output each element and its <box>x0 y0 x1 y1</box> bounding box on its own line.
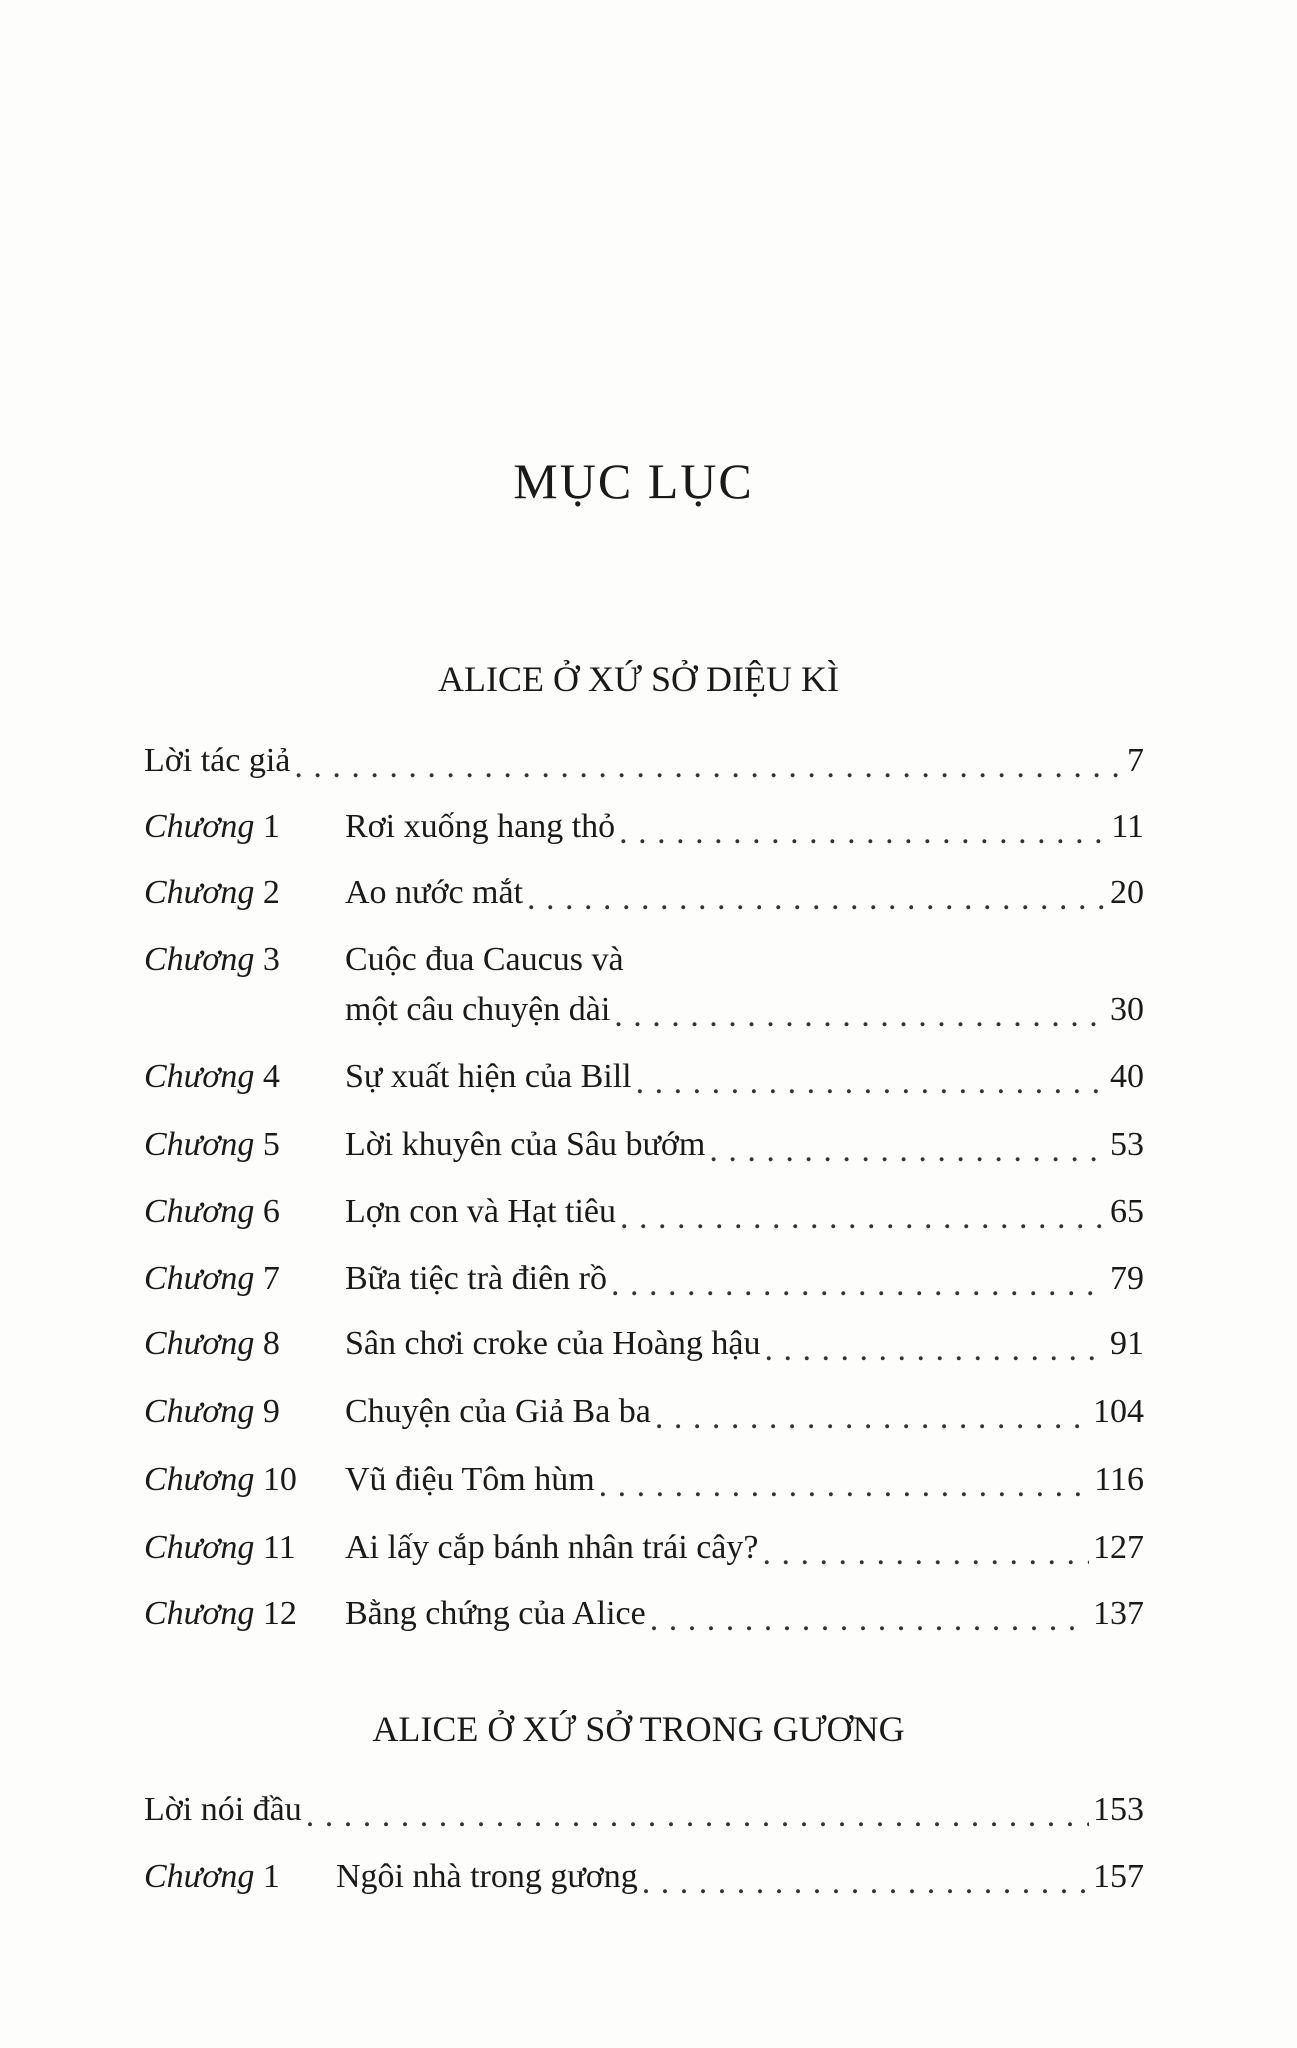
chapter-number: 7 <box>262 1260 280 1297</box>
dot-leader <box>619 814 1107 852</box>
entry-title: Lời nói đầu <box>144 1791 302 1828</box>
chapter-label <box>144 941 345 979</box>
page-title: MỤC LỤC <box>513 453 754 509</box>
page-number: 104 <box>1093 1393 1144 1430</box>
entry-title: Ngôi nhà trong gương <box>336 1858 638 1895</box>
toc-entry[interactable] <box>144 1319 1144 1369</box>
dot-leader <box>642 1864 1089 1902</box>
chapter-label <box>144 1393 345 1431</box>
chapter-label <box>144 1058 345 1096</box>
page-number: 7 <box>1127 742 1144 779</box>
dot-leader <box>764 1331 1106 1369</box>
chapter-word: Chương <box>144 1325 255 1362</box>
entry-title: Bữa tiệc trà điên rồ <box>345 1260 607 1297</box>
chapter-word: Chương <box>144 874 255 911</box>
chapter-label <box>144 1461 345 1499</box>
chapter-number: 6 <box>262 1193 280 1230</box>
entry-title: Cuộc đua Caucus và <box>345 941 624 978</box>
toc-entry[interactable] <box>144 1387 1144 1437</box>
page-number: 20 <box>1110 874 1144 911</box>
chapter-word: Chương <box>144 1595 255 1632</box>
toc-entry[interactable] <box>144 1120 1144 1170</box>
chapter-word: Chương <box>144 941 255 978</box>
chapter-word: Chương <box>144 1393 255 1430</box>
chapter-number: 1 <box>262 808 280 845</box>
chapter-label <box>144 1193 345 1231</box>
dot-leader <box>709 1132 1106 1170</box>
entry-title: Bằng chứng của Alice <box>345 1595 646 1632</box>
dot-leader <box>614 997 1106 1035</box>
chapter-number: 5 <box>262 1126 280 1163</box>
chapter-number: 2 <box>262 874 280 911</box>
toc-entry-continued[interactable] <box>144 985 1144 1035</box>
chapter-number: 4 <box>262 1058 280 1095</box>
page-number: 65 <box>1110 1193 1144 1230</box>
page-number: 153 <box>1093 1791 1144 1828</box>
chapter-label <box>144 1325 345 1363</box>
section-heading: ALICE Ở XỨ SỞ DIỆU KÌ <box>438 659 839 699</box>
toc-entry[interactable] <box>144 1589 1144 1639</box>
chapter-word: Chương <box>144 1193 255 1230</box>
chapter-label <box>144 1529 345 1567</box>
entry-title: Vũ điệu Tôm hùm <box>345 1461 595 1498</box>
dot-leader <box>620 1199 1106 1237</box>
page-number: 116 <box>1094 1461 1144 1498</box>
page-number: 11 <box>1111 808 1144 845</box>
chapter-number: 12 <box>262 1595 297 1632</box>
toc-entry[interactable] <box>144 868 1144 918</box>
chapter-label <box>144 1858 336 1896</box>
toc-entry[interactable] <box>144 1852 1144 1902</box>
entry-title: Lời khuyên của Sâu bướm <box>345 1126 706 1163</box>
entry-title: Ai lấy cắp bánh nhân trái cây? <box>345 1529 759 1566</box>
chapter-label <box>144 1595 345 1633</box>
section-heading: ALICE Ở XỨ SỞ TRONG GƯƠNG <box>372 1709 905 1749</box>
entry-title: Sân chơi croke của Hoàng hậu <box>345 1325 761 1362</box>
dot-leader <box>306 1797 1089 1835</box>
page-number: 157 <box>1093 1858 1144 1895</box>
chapter-word: Chương <box>144 1126 255 1163</box>
entry-title: Rơi xuống hang thỏ <box>345 808 616 845</box>
entry-title: Sự xuất hiện của Bill <box>345 1058 632 1095</box>
toc-entry[interactable] <box>144 736 1144 786</box>
chapter-word: Chương <box>144 1461 255 1498</box>
page-number: 137 <box>1093 1595 1144 1632</box>
page-number: 127 <box>1093 1529 1144 1566</box>
page-number: 91 <box>1110 1325 1144 1362</box>
entry-title: Chuyện của Giả Ba ba <box>345 1393 651 1430</box>
dot-leader <box>599 1467 1091 1505</box>
chapter-word: Chương <box>144 1260 255 1297</box>
chapter-word: Chương <box>144 1529 255 1566</box>
entry-title: Lợn con và Hạt tiêu <box>345 1193 617 1230</box>
page-number: 79 <box>1110 1260 1144 1297</box>
page-number: 40 <box>1110 1058 1144 1095</box>
entry-title-line2: một câu chuyện dài <box>345 991 611 1028</box>
chapter-number: 11 <box>262 1529 296 1566</box>
chapter-number: 10 <box>262 1461 297 1498</box>
dot-leader <box>527 880 1106 918</box>
dot-leader <box>294 748 1123 786</box>
toc-entry[interactable] <box>144 1785 1144 1835</box>
toc-entry[interactable] <box>144 1523 1144 1573</box>
dot-leader <box>611 1266 1106 1304</box>
chapter-label <box>144 874 345 912</box>
chapter-label <box>144 1126 345 1164</box>
entry-title: Ao nước mắt <box>345 874 524 911</box>
chapter-number: 9 <box>262 1393 280 1430</box>
chapter-label <box>144 1260 345 1298</box>
toc-entry[interactable] <box>144 1052 1144 1102</box>
dot-leader <box>636 1064 1106 1102</box>
chapter-number: 1 <box>262 1858 280 1895</box>
entry-title: Lời tác giả <box>144 742 291 779</box>
dot-leader <box>650 1601 1089 1639</box>
dot-leader <box>655 1399 1089 1437</box>
toc-entry[interactable] <box>144 1455 1144 1505</box>
chapter-number: 8 <box>262 1325 280 1362</box>
chapter-word: Chương <box>144 1058 255 1095</box>
toc-entry[interactable] <box>144 802 1144 852</box>
page-number: 53 <box>1110 1126 1144 1163</box>
chapter-number: 3 <box>262 941 280 978</box>
chapter-word: Chương <box>144 808 255 845</box>
page-number: 30 <box>1110 991 1144 1028</box>
toc-entry[interactable] <box>144 935 1144 985</box>
dot-leader <box>762 1535 1089 1573</box>
chapter-label <box>144 808 345 846</box>
toc-entry[interactable] <box>144 1254 1144 1304</box>
chapter-word: Chương <box>144 1858 255 1895</box>
toc-entry[interactable] <box>144 1187 1144 1237</box>
